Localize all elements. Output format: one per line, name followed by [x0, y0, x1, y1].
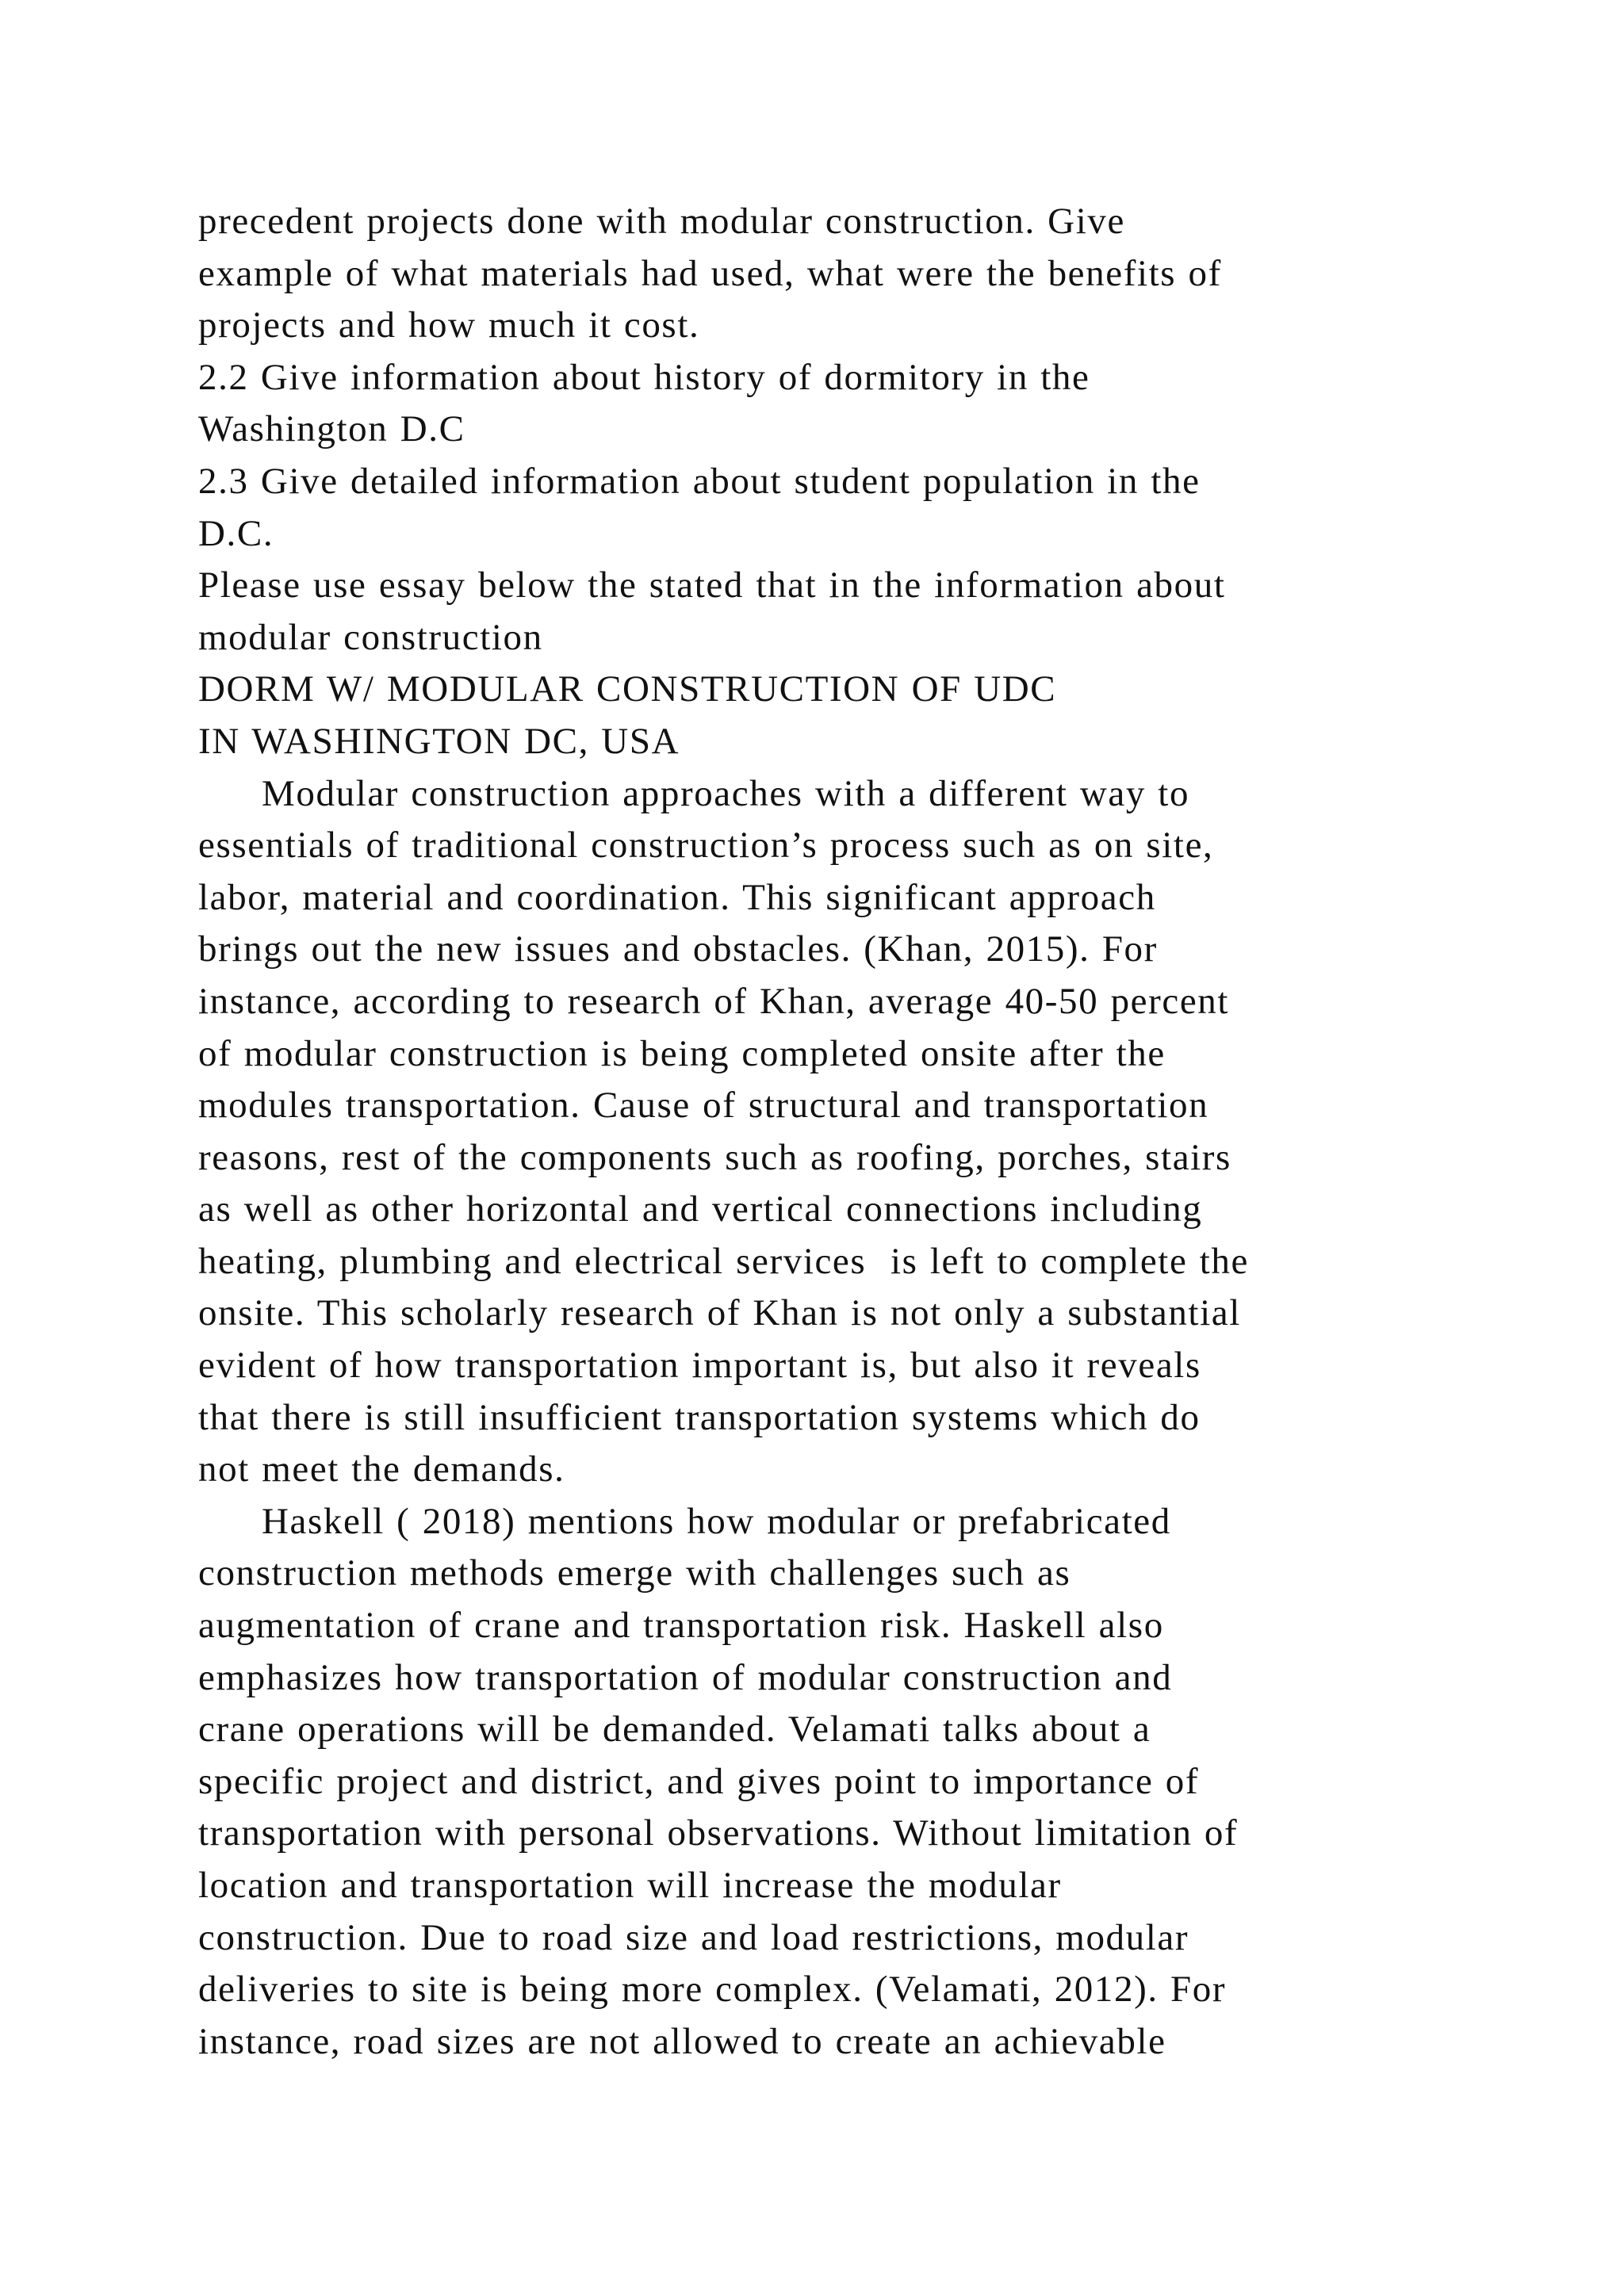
text-line: augmentation of crane and transportation risk. Haskell also — [198, 1605, 1164, 1647]
text-line: projects and how much it cost. — [198, 304, 700, 346]
text-line: that there is still insufficient transportation systems which do — [198, 1396, 1201, 1438]
text-line: transportation with personal observations. Without limitation of — [198, 1812, 1239, 1854]
text-line: brings out the new issues and obstacles. (Khan, 2015). For — [198, 928, 1158, 970]
text-line: crane operations will be demanded. Velamati talks about a — [198, 1709, 1151, 1751]
document-body — [198, 196, 1546, 2068]
text-line: 2.2 Give information about history of dormitory in the — [198, 356, 1090, 398]
text-line: instance, according to research of Khan, average 40-50 percent — [198, 980, 1230, 1022]
text-line: specific project and district, and gives point to importance of — [198, 1760, 1200, 1802]
text-line: location and transportation will increase the modular — [198, 1865, 1062, 1906]
text-line: instance, road sizes are not allowed to create an achievable — [198, 2020, 1166, 2062]
text-line: labor, material and coordination. This significant approach — [198, 876, 1156, 918]
text-line: as well as other horizontal and vertical connections including — [198, 1188, 1203, 1230]
text-line: emphasizes how transportation of modular construction and — [198, 1656, 1173, 1698]
text-line: modular construction — [198, 616, 543, 658]
text-line: heating, plumbing and electrical services is left to complete the — [198, 1240, 1249, 1282]
text-line: example of what materials had used, what were the benefits of — [198, 252, 1222, 294]
text-line: onsite. This scholarly research of Khan is not only a substantial — [198, 1292, 1241, 1334]
text-line: Haskell ( 2018) mentions how modular or prefabricated — [262, 1500, 1171, 1542]
text-line: essentials of traditional construction’s process such as on site, — [198, 825, 1214, 867]
text-line: Please use essay below the stated that in the information about — [198, 564, 1226, 607]
text-line: construction methods emerge with challenges such as — [198, 1552, 1071, 1594]
text-line: of modular construction is being completed onsite after the — [198, 1032, 1166, 1074]
text-line: 2.3 Give detailed information about student population in the — [198, 460, 1201, 502]
text-line: Washington D.C — [198, 408, 465, 450]
text-line: D.C. — [198, 512, 274, 554]
text-line: modules transportation. Cause of structural and transportation — [198, 1085, 1209, 1127]
text-line: precedent projects done with modular construction. Give — [198, 201, 1125, 242]
text-line: deliveries to site is being more complex. (Velamati, 2012). For — [198, 1969, 1227, 2011]
text-line: construction. Due to road size and load restrictions, modular — [198, 1916, 1189, 1958]
text-line: IN WASHINGTON DC, USA — [198, 720, 680, 762]
text-line: evident of how transportation important is, but also it reveals — [198, 1345, 1201, 1387]
text-line: not meet the demands. — [198, 1448, 565, 1490]
text-line: DORM W/ MODULAR CONSTRUCTION OF UDC — [198, 668, 1057, 710]
text-line: Modular construction approaches with a different way to — [262, 772, 1190, 814]
text-line: reasons, rest of the components such as roofing, porches, stairs — [198, 1136, 1231, 1178]
